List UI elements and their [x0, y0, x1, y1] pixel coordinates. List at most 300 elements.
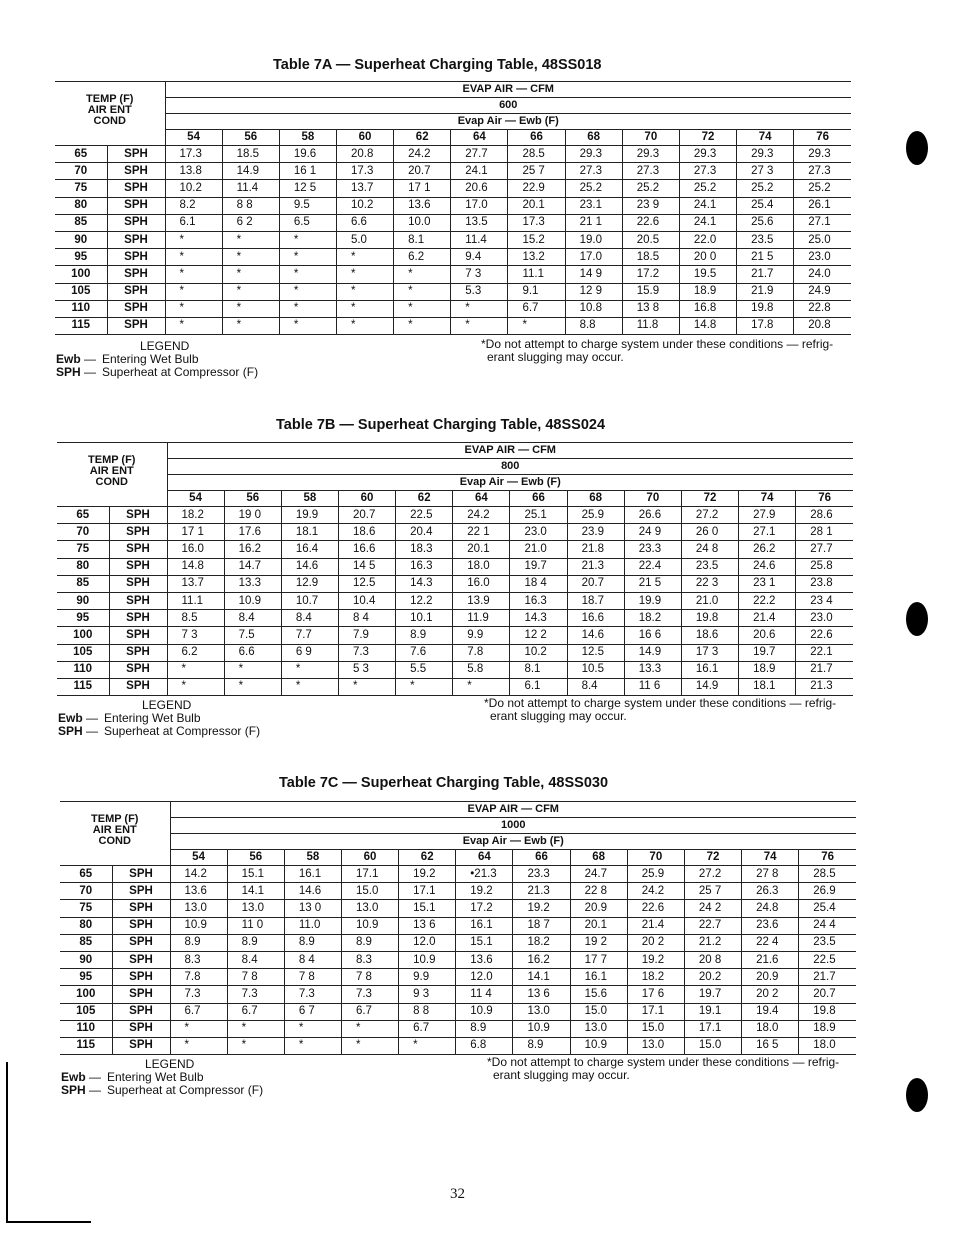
superheat-value-cell: *	[396, 678, 453, 695]
legend-title: LEGEND	[140, 339, 190, 353]
superheat-value-cell: 14.3	[396, 575, 453, 592]
superheat-value-cell: *	[341, 1020, 398, 1037]
superheat-value-cell: 24.2	[394, 146, 451, 163]
superheat-value-cell: 18.0	[742, 1020, 799, 1037]
superheat-value-cell: 13.0	[227, 900, 284, 917]
legend-text: Superheat at Compressor (F)	[102, 365, 259, 379]
superheat-value-cell: 25.4	[799, 900, 856, 917]
superheat-value-cell: 24 8	[681, 541, 738, 558]
superheat-value-cell: 19.9	[281, 507, 338, 524]
superheat-value-cell: 7.9	[338, 627, 395, 644]
superheat-value-cell: 7 8	[227, 969, 284, 986]
superheat-value-cell: 17.1	[627, 1003, 684, 1020]
superheat-value-cell: 13.2	[508, 249, 565, 266]
ewb-column-header: 72	[684, 850, 741, 866]
superheat-value-cell: *	[222, 231, 279, 248]
superheat-value-cell: 8.9	[513, 1037, 570, 1054]
superheat-value-cell: 8.4	[227, 951, 284, 968]
legend-dash: —	[89, 1083, 101, 1097]
table-row	[57, 678, 853, 695]
sph-label-cell: SPH	[107, 317, 165, 334]
superheat-value-cell: 7.3	[338, 644, 395, 661]
sph-label-cell: SPH	[109, 627, 167, 644]
superheat-value-cell: 17.6	[224, 524, 281, 541]
table-row	[60, 969, 856, 986]
legend-text: Entering Wet Bulb	[107, 1070, 204, 1084]
superheat-value-cell: 23 4	[796, 592, 853, 609]
sph-label-cell: SPH	[112, 969, 170, 986]
superheat-value-cell: *	[394, 300, 451, 317]
superheat-value-cell: 10.9	[341, 917, 398, 934]
superheat-value-cell: 13.3	[624, 661, 681, 678]
superheat-value-cell: 12.5	[567, 644, 624, 661]
superheat-value-cell: 11 6	[624, 678, 681, 695]
superheat-value-cell: 22.2	[739, 592, 796, 609]
superheat-value-cell: 18.9	[739, 661, 796, 678]
superheat-value-cell: 18.5	[222, 146, 279, 163]
table-row	[55, 249, 851, 266]
superheat-value-cell: 21.3	[567, 558, 624, 575]
sph-label-cell: SPH	[112, 866, 170, 883]
temp-header-line: TEMP (F)	[86, 93, 134, 105]
superheat-value-cell: 11 4	[456, 986, 513, 1003]
superheat-value-cell: 24.1	[451, 163, 508, 180]
legend-text: Superheat at Compressor (F)	[107, 1083, 264, 1097]
table-row	[55, 231, 851, 248]
sph-label-cell: SPH	[112, 1003, 170, 1020]
table-7b-legend	[58, 699, 260, 738]
temp-cell: 70	[60, 883, 112, 900]
superheat-value-cell: 26.2	[739, 541, 796, 558]
superheat-value-cell: *	[341, 1037, 398, 1054]
superheat-value-cell: 15.9	[622, 283, 679, 300]
superheat-value-cell: 11.1	[167, 592, 224, 609]
superheat-value-cell: *	[399, 1037, 456, 1054]
superheat-value-cell: *	[170, 1037, 227, 1054]
superheat-value-cell: *	[451, 317, 508, 334]
superheat-value-cell: 6.7	[341, 1003, 398, 1020]
evap-air-cfm-header: EVAP AIR — CFM	[165, 82, 851, 98]
superheat-value-cell: 14.6	[284, 883, 341, 900]
temp-cell: 85	[55, 214, 107, 231]
table-row	[55, 163, 851, 180]
superheat-value-cell: *	[394, 317, 451, 334]
superheat-value-cell: *	[284, 1020, 341, 1037]
superheat-value-cell: *	[222, 249, 279, 266]
temp-cell: 65	[57, 507, 109, 524]
table-row	[55, 214, 851, 231]
superheat-value-cell: 7.6	[396, 644, 453, 661]
superheat-value-cell: 18.6	[681, 627, 738, 644]
superheat-value-cell: 21 5	[624, 575, 681, 592]
superheat-value-cell: 18.3	[396, 541, 453, 558]
superheat-value-cell: 22 4	[742, 934, 799, 951]
legend-dash: —	[84, 352, 96, 366]
legend-dash: —	[86, 724, 98, 738]
superheat-value-cell: 19.8	[737, 300, 794, 317]
superheat-value-cell: 27.7	[796, 541, 853, 558]
superheat-value-cell: *	[394, 266, 451, 283]
superheat-value-cell: 26 0	[681, 524, 738, 541]
superheat-value-cell: 10.9	[513, 1020, 570, 1037]
superheat-value-cell: 10.4	[338, 592, 395, 609]
sph-label-cell: SPH	[109, 507, 167, 524]
superheat-value-cell: 19.8	[681, 610, 738, 627]
superheat-value-cell: 8 4	[284, 951, 341, 968]
binder-hole-bottom	[906, 1078, 928, 1112]
superheat-value-cell: 20.9	[742, 969, 799, 986]
sph-label-cell: SPH	[109, 661, 167, 678]
superheat-value-cell: *	[336, 283, 393, 300]
superheat-value-cell: 17.0	[565, 249, 622, 266]
superheat-value-cell: 12.2	[396, 592, 453, 609]
table-row	[57, 507, 853, 524]
superheat-value-cell: 29.3	[794, 146, 851, 163]
superheat-value-cell: *	[227, 1020, 284, 1037]
superheat-value-cell: 18.0	[799, 1037, 856, 1054]
superheat-value-cell: 17 3	[681, 644, 738, 661]
superheat-value-cell: 10.9	[570, 1037, 627, 1054]
superheat-value-cell: 8.9	[341, 934, 398, 951]
superheat-value-cell: 22.4	[624, 558, 681, 575]
superheat-value-cell: 5 3	[338, 661, 395, 678]
superheat-value-cell: 16 6	[624, 627, 681, 644]
ewb-column-header: 56	[227, 850, 284, 866]
temp-cell: 115	[55, 317, 107, 334]
temp-cell: 85	[57, 575, 109, 592]
superheat-value-cell: *	[224, 661, 281, 678]
ewb-column-header: 64	[453, 491, 510, 507]
legend-abbr: SPH	[56, 365, 81, 379]
superheat-value-cell: 22 8	[570, 883, 627, 900]
footnote-line-2: erant slugging may occur.	[490, 709, 627, 723]
superheat-value-cell: 5.3	[451, 283, 508, 300]
superheat-value-cell: 18.5	[622, 249, 679, 266]
superheat-value-cell: 14 5	[338, 558, 395, 575]
table-row	[60, 986, 856, 1003]
superheat-value-cell: 25.0	[794, 231, 851, 248]
superheat-value-cell: *	[338, 678, 395, 695]
temp-cell: 80	[55, 197, 107, 214]
superheat-value-cell: 21.0	[510, 541, 567, 558]
superheat-value-cell: 25.2	[565, 180, 622, 197]
superheat-value-cell: 6.1	[510, 678, 567, 695]
superheat-value-cell: 10.2	[165, 180, 222, 197]
superheat-value-cell: 25.9	[627, 866, 684, 883]
ewb-column-header: 66	[508, 130, 565, 146]
superheat-value-cell: 15.6	[570, 986, 627, 1003]
superheat-value-cell: 13.0	[627, 1037, 684, 1054]
evap-air-cfm-header: EVAP AIR — CFM	[170, 802, 856, 818]
superheat-value-cell: 8.2	[165, 197, 222, 214]
superheat-value-cell: 9.5	[279, 197, 336, 214]
superheat-value-cell: 22.7	[684, 917, 741, 934]
superheat-value-cell: 16.6	[567, 610, 624, 627]
superheat-value-cell: 7.3	[341, 986, 398, 1003]
superheat-value-cell: 23.3	[513, 866, 570, 883]
sph-label-cell: SPH	[107, 163, 165, 180]
superheat-table	[60, 802, 856, 1055]
temp-cell: 90	[60, 951, 112, 968]
superheat-value-cell: 21.2	[684, 934, 741, 951]
ewb-column-header: 58	[279, 130, 336, 146]
superheat-value-cell: *	[222, 266, 279, 283]
superheat-value-cell: *	[284, 1037, 341, 1054]
superheat-value-cell: 29.3	[622, 146, 679, 163]
superheat-value-cell: 10.1	[396, 610, 453, 627]
superheat-value-cell: 9.4	[451, 249, 508, 266]
superheat-value-cell: 13.6	[456, 951, 513, 968]
legend-title: LEGEND	[145, 1057, 195, 1071]
legend-dash: —	[84, 365, 96, 379]
superheat-value-cell: 18.9	[799, 1020, 856, 1037]
temp-header-line: COND	[98, 835, 131, 847]
superheat-value-cell: 10.2	[510, 644, 567, 661]
superheat-value-cell: 27.3	[565, 163, 622, 180]
superheat-value-cell: 29.3	[565, 146, 622, 163]
superheat-value-cell: 12 5	[279, 180, 336, 197]
superheat-value-cell: 8.9	[284, 934, 341, 951]
table-row	[57, 592, 853, 609]
superheat-value-cell: *	[281, 678, 338, 695]
superheat-value-cell: 18.9	[679, 283, 736, 300]
temp-cell: 90	[57, 592, 109, 609]
temp-cell: 100	[55, 266, 107, 283]
superheat-value-cell: 6.6	[224, 644, 281, 661]
superheat-value-cell: 13.5	[451, 214, 508, 231]
superheat-value-cell: 12.5	[338, 575, 395, 592]
superheat-value-cell: 18.6	[338, 524, 395, 541]
superheat-value-cell: *	[279, 300, 336, 317]
temp-cell: 70	[57, 524, 109, 541]
superheat-value-cell: 11.0	[284, 917, 341, 934]
table-row	[60, 1003, 856, 1020]
evap-air-ewb-header: Evap Air — Ewb (F)	[165, 114, 851, 130]
superheat-value-cell: 18.1	[281, 524, 338, 541]
superheat-value-cell: 8.4	[281, 610, 338, 627]
superheat-value-cell: 12 9	[565, 283, 622, 300]
superheat-value-cell: 8 8	[399, 1003, 456, 1020]
table-7a-title: Table 7A — Superheat Charging Table, 48SS018	[273, 57, 602, 73]
temp-header-line: AIR ENT	[92, 824, 137, 836]
superheat-value-cell: 22.6	[796, 627, 853, 644]
superheat-value-cell: 10.9	[170, 917, 227, 934]
superheat-value-cell: 23.6	[742, 917, 799, 934]
superheat-value-cell: 24.1	[679, 197, 736, 214]
superheat-value-cell: 23 9	[622, 197, 679, 214]
superheat-value-cell: 20.4	[396, 524, 453, 541]
ewb-column-header: 68	[567, 491, 624, 507]
sph-label-cell: SPH	[112, 883, 170, 900]
table-7b-footnote	[484, 697, 864, 723]
superheat-value-cell: 14.8	[679, 317, 736, 334]
superheat-value-cell: 16 5	[742, 1037, 799, 1054]
superheat-value-cell: 11.1	[508, 266, 565, 283]
superheat-value-cell: 10.2	[336, 197, 393, 214]
legend-abbr: SPH	[61, 1083, 86, 1097]
superheat-value-cell: 20.1	[570, 917, 627, 934]
temp-cell: 85	[60, 934, 112, 951]
superheat-value-cell: 25.2	[679, 180, 736, 197]
superheat-value-cell: 23.5	[681, 558, 738, 575]
superheat-value-cell: 14.1	[513, 969, 570, 986]
superheat-value-cell: 18 4	[510, 575, 567, 592]
superheat-value-cell: 13 8	[622, 300, 679, 317]
superheat-value-cell: 22.5	[396, 507, 453, 524]
superheat-value-cell: 7.7	[281, 627, 338, 644]
table-row	[60, 951, 856, 968]
superheat-value-cell: *	[394, 283, 451, 300]
temp-cell: 80	[57, 558, 109, 575]
table-row	[60, 1020, 856, 1037]
superheat-value-cell: 23.5	[799, 934, 856, 951]
superheat-value-cell: 21.7	[799, 969, 856, 986]
superheat-value-cell: 23.0	[794, 249, 851, 266]
footnote-line-2: erant slugging may occur.	[493, 1068, 630, 1082]
sph-label-cell: SPH	[107, 231, 165, 248]
superheat-value-cell: *	[227, 1037, 284, 1054]
sph-label-cell: SPH	[107, 283, 165, 300]
superheat-value-cell: 13.0	[570, 1020, 627, 1037]
ewb-column-header: 66	[513, 850, 570, 866]
superheat-value-cell: 21.4	[739, 610, 796, 627]
table-row	[60, 866, 856, 883]
superheat-value-cell: 15.0	[570, 1003, 627, 1020]
ewb-column-header: 76	[796, 491, 853, 507]
table-row	[57, 575, 853, 592]
superheat-value-cell: 18.7	[567, 592, 624, 609]
superheat-value-cell: 19.9	[624, 592, 681, 609]
superheat-value-cell: 18.2	[627, 969, 684, 986]
superheat-value-cell: 27.2	[681, 507, 738, 524]
table-7b-title: Table 7B — Superheat Charging Table, 48SS024	[276, 417, 606, 433]
temp-cell: 65	[55, 146, 107, 163]
superheat-value-cell: 6.7	[508, 300, 565, 317]
superheat-value-cell: 7.3	[170, 986, 227, 1003]
temp-header-line: AIR ENT	[89, 465, 134, 477]
footnote-line-1: *Do not attempt to charge system under these conditions — refrig-	[481, 337, 834, 351]
superheat-value-cell: 28.5	[508, 146, 565, 163]
table-row	[55, 266, 851, 283]
superheat-value-cell: 14.3	[510, 610, 567, 627]
superheat-value-cell: 25.4	[737, 197, 794, 214]
superheat-value-cell: 22.6	[622, 214, 679, 231]
table-7c-footnote	[487, 1056, 867, 1082]
sph-label-cell: SPH	[112, 986, 170, 1003]
superheat-value-cell: *	[279, 266, 336, 283]
superheat-value-cell: 27.1	[794, 214, 851, 231]
sph-label-cell: SPH	[112, 951, 170, 968]
superheat-value-cell: 21 5	[737, 249, 794, 266]
superheat-value-cell: 7 3	[451, 266, 508, 283]
superheat-value-cell: 16.0	[453, 575, 510, 592]
superheat-value-cell: 14 9	[565, 266, 622, 283]
temp-cell: 105	[55, 283, 107, 300]
superheat-value-cell: 17.2	[456, 900, 513, 917]
legend-text: Entering Wet Bulb	[104, 711, 201, 725]
superheat-value-cell: 16.1	[570, 969, 627, 986]
superheat-value-cell: 11.4	[451, 231, 508, 248]
superheat-value-cell: 10.7	[281, 592, 338, 609]
sph-label-cell: SPH	[107, 300, 165, 317]
temp-air-ent-cond-header	[57, 443, 167, 507]
superheat-value-cell: 22.6	[627, 900, 684, 917]
superheat-value-cell: 16.2	[224, 541, 281, 558]
superheat-value-cell: 17 1	[167, 524, 224, 541]
ewb-column-header: 64	[456, 850, 513, 866]
superheat-value-cell: 5.5	[396, 661, 453, 678]
table-row	[55, 283, 851, 300]
superheat-value-cell: 27.3	[622, 163, 679, 180]
superheat-value-cell: *	[222, 317, 279, 334]
superheat-value-cell: 22 3	[681, 575, 738, 592]
table-row	[55, 317, 851, 334]
superheat-value-cell: 17 1	[394, 180, 451, 197]
temp-cell: 75	[57, 541, 109, 558]
ewb-column-header: 76	[799, 850, 856, 866]
ewb-column-header: 60	[336, 130, 393, 146]
superheat-value-cell: 21.0	[681, 592, 738, 609]
superheat-value-cell: 13.7	[336, 180, 393, 197]
temp-header-line: TEMP (F)	[91, 813, 139, 825]
superheat-value-cell: 10.9	[224, 592, 281, 609]
temp-header-line: COND	[95, 476, 128, 488]
superheat-value-cell: 21 1	[565, 214, 622, 231]
superheat-value-cell: 8.1	[510, 661, 567, 678]
superheat-value-cell: 21.9	[737, 283, 794, 300]
superheat-value-cell: 17.2	[622, 266, 679, 283]
footnote-line-1: *Do not attempt to charge system under these conditions — refrig-	[484, 696, 837, 710]
superheat-value-cell: 27.3	[794, 163, 851, 180]
superheat-value-cell: 21.8	[567, 541, 624, 558]
superheat-value-cell: 13 6	[513, 986, 570, 1003]
superheat-value-cell: 6.2	[167, 644, 224, 661]
ewb-column-header: 54	[170, 850, 227, 866]
superheat-value-cell: 7 8	[284, 969, 341, 986]
superheat-value-cell: 19 0	[224, 507, 281, 524]
superheat-value-cell: 7.8	[453, 644, 510, 661]
superheat-value-cell: 8.3	[341, 951, 398, 968]
superheat-value-cell: 25.6	[737, 214, 794, 231]
legend-text: Superheat at Compressor (F)	[104, 724, 261, 738]
superheat-value-cell: 16.2	[513, 951, 570, 968]
superheat-value-cell: 18 7	[513, 917, 570, 934]
superheat-value-cell: 19 2	[570, 934, 627, 951]
superheat-value-cell: 17.1	[684, 1020, 741, 1037]
table-row	[60, 1037, 856, 1054]
superheat-value-cell: 17.3	[336, 163, 393, 180]
superheat-value-cell: 13.7	[167, 575, 224, 592]
legend-abbr: Ewb	[56, 352, 81, 366]
temp-cell: 100	[60, 986, 112, 1003]
table-row	[55, 146, 851, 163]
superheat-value-cell: 26.6	[624, 507, 681, 524]
ewb-column-header: 72	[679, 130, 736, 146]
superheat-value-cell: 19.7	[684, 986, 741, 1003]
superheat-value-cell: 7 3	[167, 627, 224, 644]
temp-header-line: TEMP (F)	[88, 454, 136, 466]
superheat-value-cell: 20.7	[567, 575, 624, 592]
superheat-value-cell: 8.9	[227, 934, 284, 951]
scan-margin-vertical	[6, 1062, 8, 1222]
superheat-value-cell: 8.4	[567, 678, 624, 695]
scan-margin-horizontal	[6, 1221, 91, 1223]
superheat-value-cell: 24.0	[794, 266, 851, 283]
superheat-value-cell: 9.1	[508, 283, 565, 300]
superheat-value-cell: 12.0	[456, 969, 513, 986]
ewb-column-header: 72	[681, 491, 738, 507]
superheat-value-cell: 23.9	[567, 524, 624, 541]
